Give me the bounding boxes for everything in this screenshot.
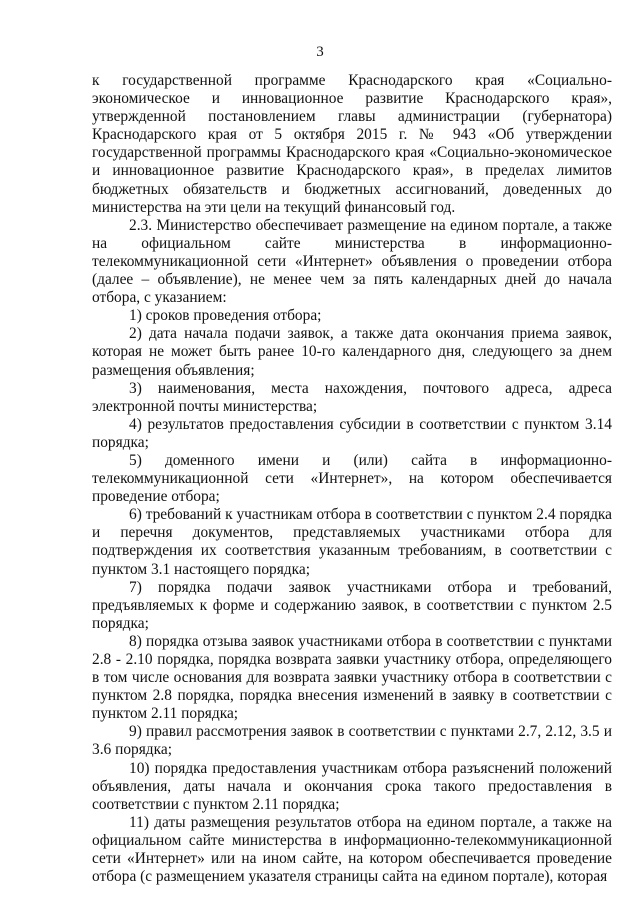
list-item: 6) требований к участникам отбора в соответствии с пунктом 2.4 порядка и перечня документов, представляемых участниками отбора для подтверждения их соответствия указанным требованиям, в соответствии с пунктом 3.1 настоящего порядка; bbox=[92, 506, 612, 578]
list-item: 2) дата начала подачи заявок, а также дата окончания приема заявок, которая не может быть ранее 10-го календарного дня, следующего за днем размещения объявления; bbox=[92, 325, 612, 379]
list-item: 10) порядка предоставления участникам отбора разъяснений положений объявления, даты начала и окончания срока такого предоставления в соответствии с пунктом 2.11 порядка; bbox=[92, 759, 612, 813]
list-item: 5) доменного имени и (или) сайта в информационно-телекоммуникационной сети «Интернет», на котором обеспечивается проведение отбора; bbox=[92, 451, 612, 506]
page-number: 3 bbox=[316, 44, 324, 60]
list-item: 11) даты размещения результатов отбора на едином портале, а также на официальном сайте министерства в информационно-телекоммуникационной сети «Интернет» или на ином сайте, на котором обеспечивается проведение отбора (с размещением указателя страницы сайта на едином портале), которая bbox=[92, 813, 612, 886]
list-item: 3) наименования, места нахождения, почтового адреса, адреса электронной почты министерства; bbox=[92, 379, 612, 415]
list-item: 1) сроков проведения отбора; bbox=[129, 307, 322, 325]
document-body bbox=[92, 72, 612, 886]
list-item: 4) результатов предоставления субсидии в соответствии с пунктом 3.14 порядка; bbox=[92, 415, 612, 451]
paragraph: к государственной программе Краснодарского края «Социально-экономическое и инновационное развитие Краснодарского края», утвержденной постановлением главы администрации (губернатора) Краснодарского края от 5 октября 2015 г. № 943 «Об утверждении государственной программы Краснодарского края «Социально-экономическое и инновационное развитие Краснодарского края», в пределах лимитов бюджетных обязательств и бюджетных ассигнований, доведенных до министерства на эти цели на текущий финансовый год. bbox=[92, 72, 612, 216]
list-item: 9) правил рассмотрения заявок в соответствии с пунктами 2.7, 2.12, 3.5 и 3.6 порядка; bbox=[92, 723, 612, 759]
list-item: 7) порядка подачи заявок участниками отбора и требований, предъявляемых к форме и содержанию заявок, в соответствии с пунктом 2.5 порядка; bbox=[92, 578, 612, 632]
list-item: 8) порядка отзыва заявок участниками отбора в соответствии с пунктами 2.8 - 2.10 порядка, порядка возврата заявки участнику отбора, определяющего в том числе основания для возврата заявки участнику отбора в соответствии с пунктом 2.8 порядка, порядка внесения изменений в заявку в соответствии с пунктом 2.11 порядка; bbox=[92, 632, 612, 723]
paragraph: 2.3. Министерство обеспечивает размещение на едином портале, а также на официальном сайте министерства в информационно-телекоммуникационной сети «Интернет» объявления о проведении отбора (далее – объявление), не менее чем за пять календарных дней до начала отбора, с указанием: bbox=[92, 216, 612, 307]
